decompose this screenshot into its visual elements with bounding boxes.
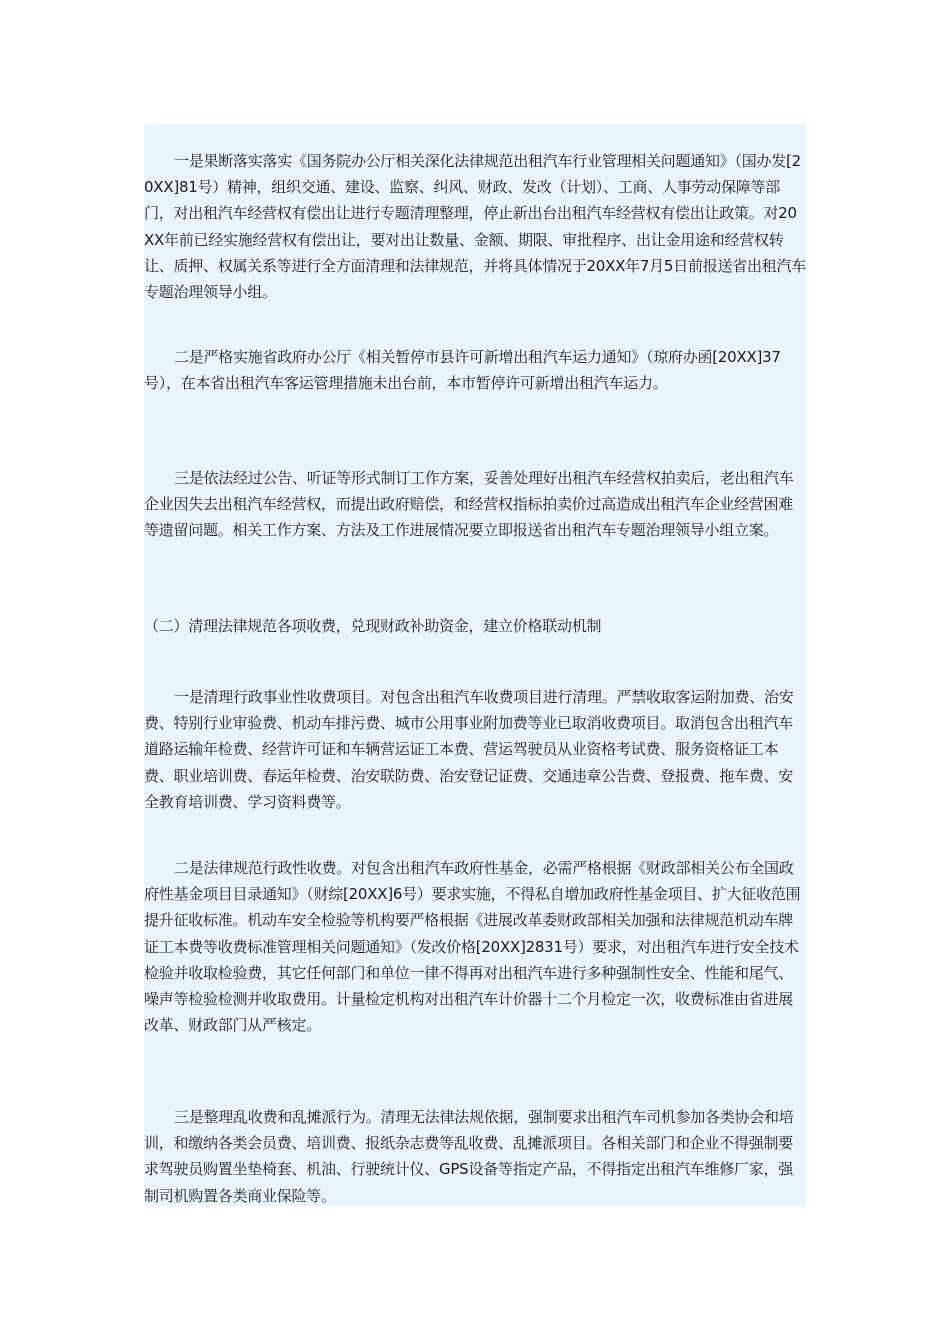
paragraph-1-cancel-paid-transfer: 一是果断落实落实《国务院办公厅相关深化法律规范出租汽车行业管理相关问题通知》（国办发[20XX]81号）精神，组织交通、建设、监察、纠风、财政、发改（计划）、工商、人事劳动保障等部门，对出租汽车经营权有偿出让进行专题清理整理，停止新出台出租汽车经营权有偿出让政策。对20XX年前已经实施经营权有偿出让，要对出让数量、金额、期限、审批程序、出让金用途和经营权转让、质押、权属关系等进行全方面清理和法律规范，并将具体情况于20XX年7月5日前报送省出租汽车专题治理领导小组。 <box>144 152 806 302</box>
section-heading-fees: （二）清理法律规范各项收费，兑现财政补助资金，建立价格联动机制 <box>144 617 602 635</box>
paragraph-6-arbitrary-charges: 三是整理乱收费和乱摊派行为。清理无法律法规依据，强制要求出租汽车司机参加各类协会和培训，和缴纳各类会员费、培训费、报纸杂志费等乱收费、乱摊派项目。各相关部门和企业不得强制要求驾驶员购置坐垫椅套、机油、行驶统计仪、GPS设备等指定产品，不得指定出租汽车维修厂家，强制司机购置各类商业保险等。 <box>144 1108 794 1205</box>
paragraph-5-government-fund-fees: 二是法律规范行政性收费。对包含出租汽车政府性基金，必需严格根据《财政部相关公布全国政府性基金项目目录通知》（财综[20XX]6号）要求实施，不得私自增加政府性基金项目、扩大征收范围提升征收标准。机动车安全检验等机构要严格根据《进展改革委财政部相关加强和法律规范机动车牌证工本费等收费标准管理相关问题通知》（发改价格[20XX]2831号）要求，对出租汽车进行安全技术检验并收取检验费，其它任何部门和单位一律不得再对出租汽车进行多种强制性安全、性能和尾气、噪声等检验检测并收取费用。计量检定机构对出租汽车计价器十二个月检定一次，收费标准由省进展改革、财政部门从严核定。 <box>144 859 801 1035</box>
paragraph-4-administrative-fees: 一是清理行政事业性收费项目。对包含出租汽车收费项目进行清理。严禁收取客运附加费、治安费、特别行业审验费、机动车排污费、城市公用事业附加费等业已取消收费项目。取消包含出租汽车道路运输年检费、经营许可证和车辆营运证工本费、营运驾驶员从业资格考试费、服务资格证工本费、职业培训费、春运年检费、治安联防费、治安登记证费、交通违章公告费、登报费、拖车费、安全教育培训费、学习资料费等。 <box>144 688 794 811</box>
paragraph-3-legacy-issues: 三是依法经过公告、听证等形式制订工作方案，妥善处理好出租汽车经营权拍卖后，老出租汽车企业因失去出租汽车经营权，而提出政府赔偿，和经营权指标拍卖价过高造成出租汽车企业经营困难等遗留问题。相关工作方案、方法及工作进展情况要立即报送省出租汽车专题治理领导小组立案。 <box>144 469 794 540</box>
paragraph-2-suspend-new-capacity: 二是严格实施省政府办公厅《相关暂停市县许可新增出租汽车运力通知》（琼府办函[20XX]37号），在本省出租汽车客运管理措施未出台前，本市暂停许可新增出租汽车运力。 <box>144 348 781 393</box>
